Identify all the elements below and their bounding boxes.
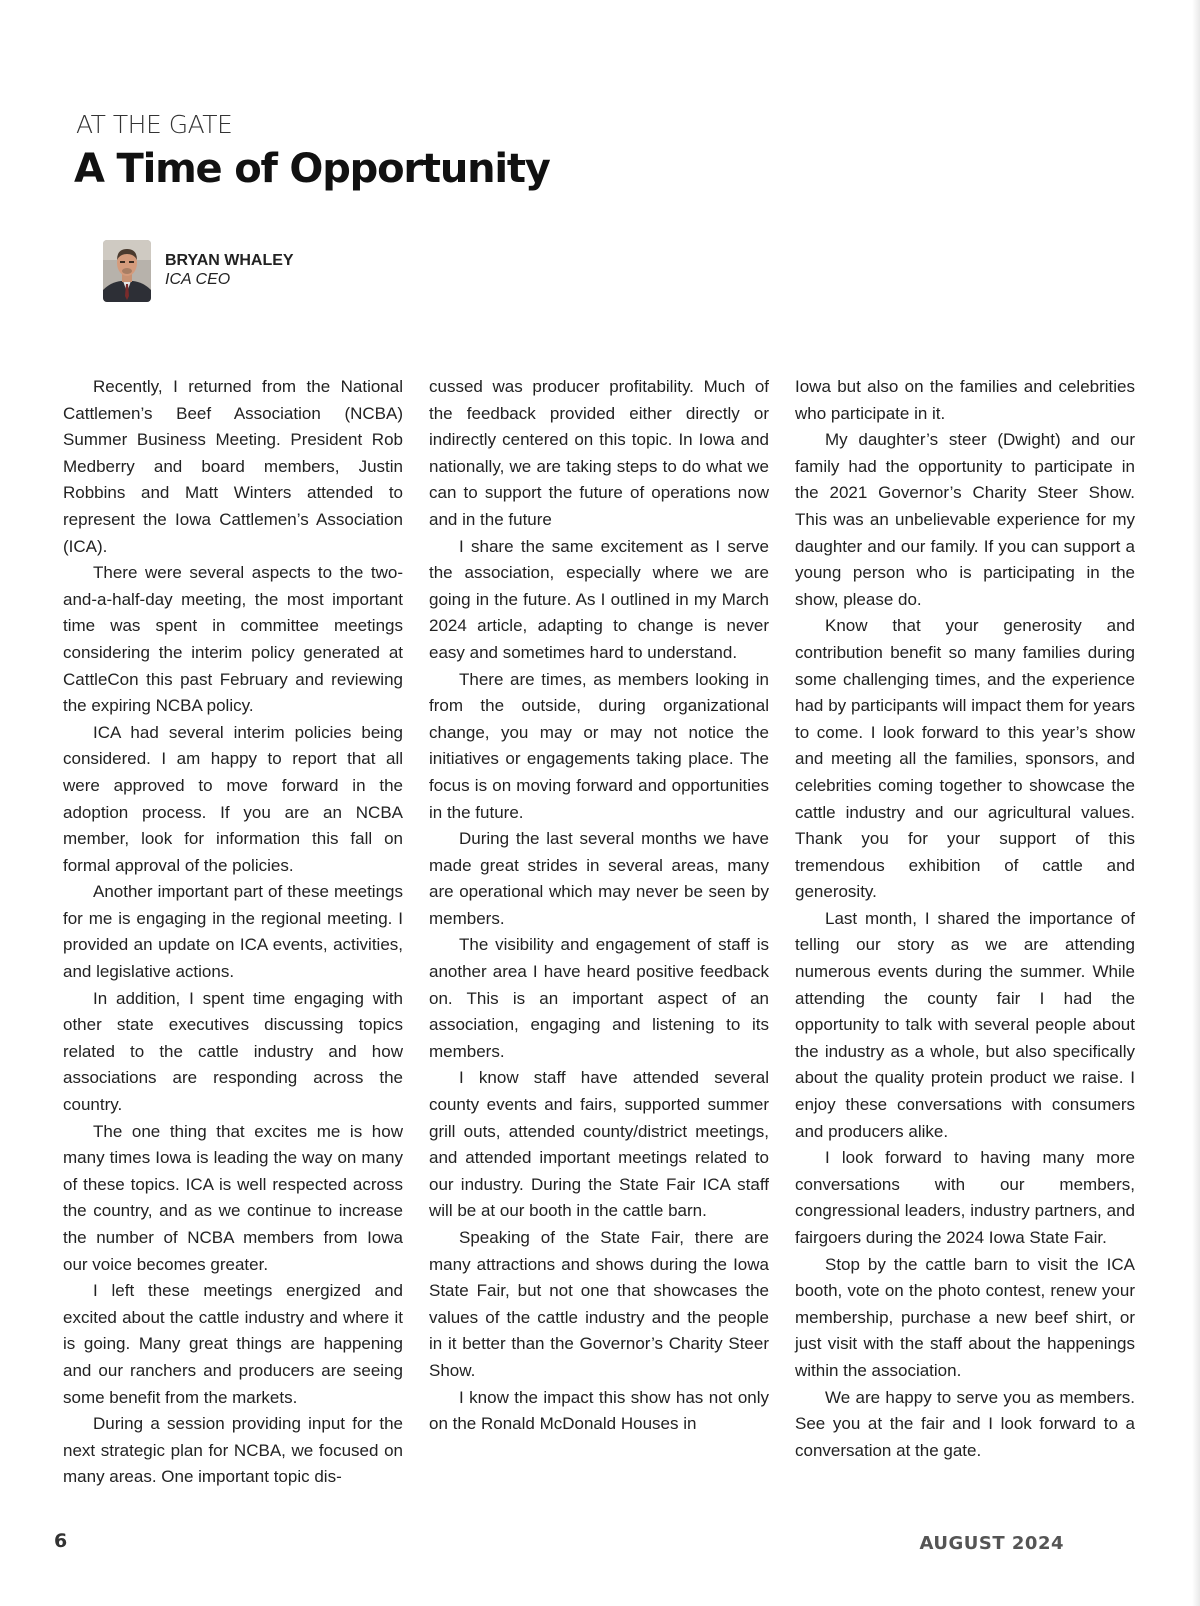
author-photo xyxy=(103,240,151,302)
paragraph: I look forward to having many more conversations with our members, congressional leaders, industry partners, and fairgoers during the 2024 Iowa State Fair. xyxy=(795,1148,1135,1247)
paragraph: We are happy to serve you as members. See you at the fair and I look forward to a conversation at the gate. xyxy=(795,1387,1135,1460)
paragraph: Recently, I returned from the National Cattlemen’s Beef Association (NCBA) Summer Business Meeting. President Rob Medberry and board members, Justin Robbins and Matt Winters attended to represent the Iowa Cattlemen’s Association (ICA). xyxy=(63,377,403,556)
paragraph-continued: Iowa but also on the families and celebrities who participate in it. xyxy=(795,377,1135,423)
paragraph: I know the impact this show has not only on the Ronald McDonald Houses in xyxy=(429,1387,769,1434)
paragraph: ICA had several interim policies being considered. I am happy to report that all were approved to move forward in the adoption process. If you are an NCBA member, look for information this fall on formal approval of the policies. xyxy=(63,722,403,875)
paragraph: I share the same excitement as I serve the association, especially where we are going in the future. As I outlined in my March 2024 article, adapting to change is never easy and sometimes hard to understand. xyxy=(429,536,769,662)
paragraph: During the last several months we have made great strides in several areas, many are operational which may never be seen by members. xyxy=(429,829,769,928)
paragraph: In addition, I spent time engaging with other state executives discussing topics related to the cattle industry and how associations are responding across the country. xyxy=(63,988,403,1115)
article-column-3 xyxy=(795,374,1135,1464)
page-number: 6 xyxy=(54,1530,68,1552)
article-column-2 xyxy=(429,374,769,1438)
paragraph: There were several aspects to the two-and-a-half-day meeting, the most important time was spent in committee meetings considering the interim policy generated at CattleCon this past February and reviewing the expiring NCBA policy. xyxy=(63,563,403,716)
article-column-1 xyxy=(63,374,403,1491)
author-name: BRYAN WHALEY xyxy=(165,252,294,269)
paragraph-continued: cussed was producer profitability. Much of the feedback provided either directly or indirectly centered on this topic. In Iowa and nationally, we are taking steps to do what we can to support the future of operations now and in the future xyxy=(429,377,769,529)
paragraph: During a session providing input for the next strategic plan for NCBA, we focused on many areas. One important topic dis- xyxy=(63,1414,403,1487)
paragraph: The visibility and engagement of staff is another area I have heard positive feedback on. This is an important aspect of an association, engaging and listening to its members. xyxy=(429,935,769,1061)
section-kicker: AT THE GATE xyxy=(76,110,233,139)
paragraph: Another important part of these meetings for me is engaging in the regional meeting. I provided an update on ICA events, activities, and legislative actions. xyxy=(63,882,403,982)
issue-date: AUGUST 2024 xyxy=(919,1533,1064,1554)
paragraph: My daughter’s steer (Dwight) and our family had the opportunity to participate in the 2021 Governor’s Charity Steer Show. This was an unbelievable experience for my daughter and our family. If you can support a young person who is participating in the show, please do. xyxy=(795,430,1135,609)
paragraph: Last month, I shared the importance of telling our story as we are attending numerous events during the summer. While attending the county fair I had the opportunity to talk with several people about the industry as a whole, but also specifically about the quality protein product we raise. I enjoy these conversations with consumers and producers alike. xyxy=(795,908,1135,1141)
paragraph: Know that your generosity and contribution benefit so many families during some challenging times, and the experience had by participants will impact them for years to come. I look forward to this year’s show and meeting all the families, sponsors, and celebrities coming together to showcase the cattle industry and our agricultural values. Thank you for your support of this tremendous exhibition of cattle and generosity. xyxy=(795,616,1135,902)
author-portrait-icon xyxy=(103,240,151,302)
paragraph: There are times, as members looking in from the outside, during organizational change, you may or may not notice the initiatives or engagements taking place. The focus is on moving forward and opportunities in the future. xyxy=(429,669,769,822)
author-role: ICA CEO xyxy=(165,271,231,288)
paragraph: Speaking of the State Fair, there are many attractions and shows during the Iowa State Fair, but not one that showcases the values of the cattle industry and the people in it better than the Governor’s Charity Steer Show. xyxy=(429,1228,769,1380)
article-title: A Time of Opportunity xyxy=(74,146,550,192)
paragraph: The one thing that excites me is how many times Iowa is leading the way on many of these topics. ICA is well respected across the country, and as we continue to increase the number of NCBA members from Iowa our voice becomes greater. xyxy=(63,1121,403,1274)
page-edge-shadow xyxy=(1192,0,1200,1606)
paragraph: Stop by the cattle barn to visit the ICA booth, vote on the photo contest, renew your membership, purchase a new beef shirt, or just visit with the staff about the happenings within the association. xyxy=(795,1254,1135,1380)
paragraph: I left these meetings energized and excited about the cattle industry and where it is going. Many great things are happening and our ranchers and producers are seeing some benefit from the markets. xyxy=(63,1281,403,1407)
paragraph: I know staff have attended several county events and fairs, supported summer grill outs, attended county/district meetings, and attended important meetings related to our industry. During the State Fair ICA staff will be at our booth in the cattle barn. xyxy=(429,1068,769,1221)
